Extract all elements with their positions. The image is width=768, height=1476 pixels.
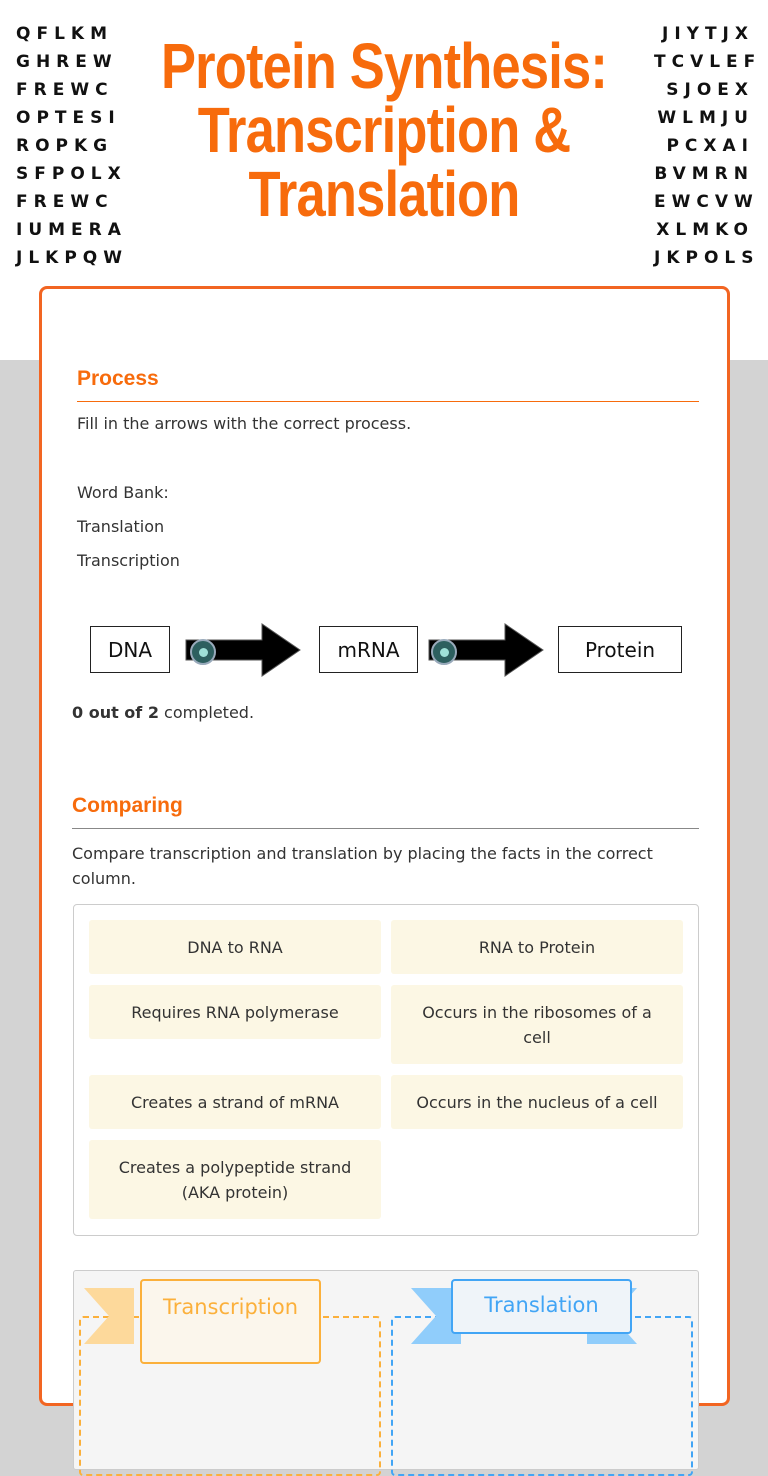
letter-row: IUMERA: [16, 220, 127, 240]
divider: [72, 828, 699, 829]
protein-box: Protein: [558, 626, 682, 673]
letter-row: FREWC: [16, 80, 114, 100]
letter-row: BVMRN: [654, 164, 754, 184]
draggable-fact[interactable]: Occurs in the nucleus of a cell: [391, 1075, 683, 1129]
drop-marker-icon[interactable]: [190, 639, 216, 665]
letter-row: GHREW: [16, 52, 118, 72]
draggable-fact[interactable]: Requires RNA polymerase: [89, 985, 381, 1039]
sorting-bins: [73, 1270, 699, 1470]
column-header-transcription: Transcription: [140, 1279, 321, 1364]
draggable-fact[interactable]: Creates a polypeptide strand (AKA protein): [89, 1140, 381, 1219]
fact-pool: [73, 904, 699, 1236]
letter-row: OPTESI: [16, 108, 121, 128]
draggable-fact[interactable]: DNA to RNA: [89, 920, 381, 974]
letter-row: QFLKM: [16, 24, 113, 44]
letter-row: ROPKG: [16, 136, 114, 156]
letter-row: FREWC: [16, 192, 114, 212]
letter-row: JIYTJX: [662, 24, 754, 44]
instruction: Compare transcription and translation by placing the facts in the correct column.: [72, 844, 653, 888]
letter-row: JKPOLS: [654, 248, 760, 268]
letter-row: SJOEX: [666, 80, 754, 100]
letter-grid-right: [654, 20, 762, 272]
letter-row: JLKPQW: [16, 248, 128, 268]
progress-status: [72, 703, 254, 722]
process-section: [77, 367, 699, 570]
letter-row: TCVLEF: [654, 52, 762, 72]
mrna-box: mRNA: [319, 626, 418, 673]
section-heading: Process: [77, 367, 159, 390]
word-bank-item: Transcription: [77, 551, 180, 570]
letter-grid-left: [16, 20, 128, 272]
progress-count: 0 out of 2: [72, 703, 159, 722]
worksheet-card: [39, 286, 730, 1406]
instruction: Fill in the arrows with the correct process.: [77, 414, 412, 433]
drop-marker-icon[interactable]: [431, 639, 457, 665]
divider: [77, 401, 699, 402]
letter-row: XLMKO: [656, 220, 754, 240]
draggable-fact[interactable]: Occurs in the ribosomes of a cell: [391, 985, 683, 1064]
section-heading: Comparing: [72, 794, 183, 817]
draggable-fact[interactable]: RNA to Protein: [391, 920, 683, 974]
letter-row: PCXAI: [666, 136, 754, 156]
letter-row: SFPOLX: [16, 164, 127, 184]
column-header-translation: Translation: [451, 1279, 632, 1334]
letter-row: EWCVW: [654, 192, 759, 212]
letter-row: WLMJU: [657, 108, 754, 128]
dna-box: DNA: [90, 626, 170, 673]
word-bank-item: Translation: [77, 517, 165, 536]
progress-suffix: completed.: [158, 703, 255, 722]
page-title: Protein Synthesis: Transcription & Translation: [160, 30, 608, 230]
word-bank-label: Word Bank:: [77, 483, 169, 502]
comparing-section: [72, 794, 699, 891]
draggable-fact[interactable]: Creates a strand of mRNA: [89, 1075, 381, 1129]
